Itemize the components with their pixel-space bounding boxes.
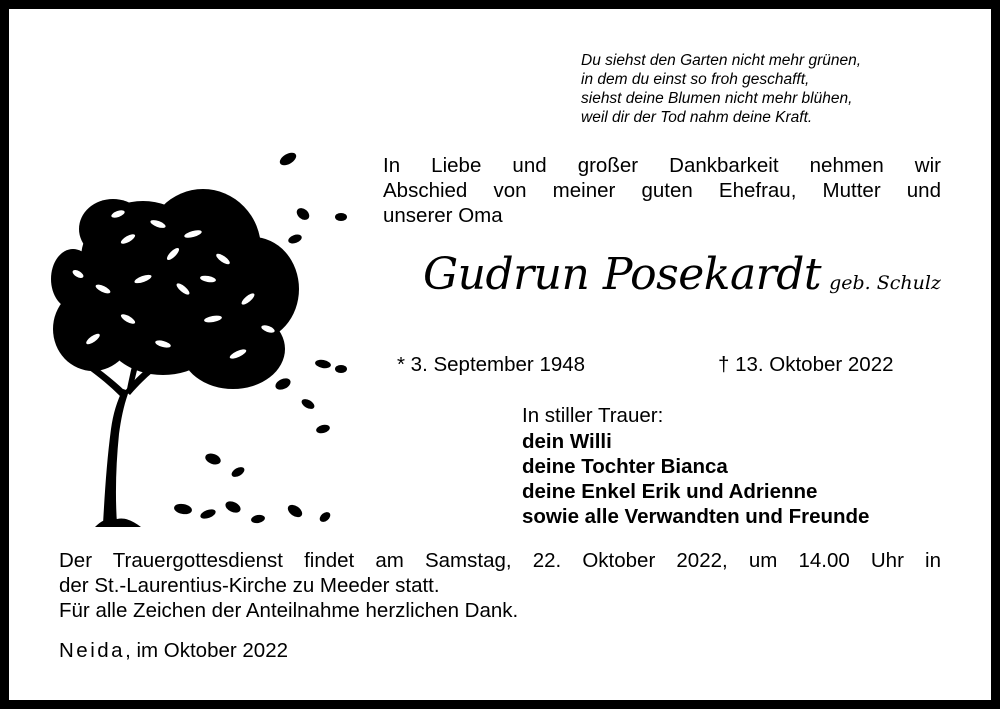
poem xyxy=(581,51,981,127)
service-line: der St.-Laurentius-Kirche zu Meeder statt. xyxy=(59,574,440,597)
tree-roots xyxy=(95,518,141,527)
intro-text xyxy=(383,153,941,228)
obituary-card xyxy=(9,9,991,700)
poem-line: siehst deine Blumen nicht mehr blühen, xyxy=(581,90,853,107)
intro-line: unserer Oma xyxy=(383,204,503,227)
service-line: Der Trauergottesdienst findet am Samstag, 22. Oktober 2022, um 14.00 Uhr in xyxy=(59,549,941,572)
deceased-name: Gudrun Posekardt xyxy=(423,249,822,300)
poem-line: weil dir der Tod nahm deine Kraft. xyxy=(581,109,813,126)
death-date: † 13. Oktober 2022 xyxy=(718,353,894,376)
service-info xyxy=(59,548,941,598)
place-date-text: , im Oktober 2022 xyxy=(125,639,289,662)
mourner-name: dein Willi xyxy=(522,430,612,453)
birth-date: * 3. September 1948 xyxy=(397,353,586,376)
mourners-list xyxy=(522,403,869,529)
intro-line: In Liebe und großer Dankbarkeit nehmen wir xyxy=(383,154,941,177)
maiden-name: geb. Schulz xyxy=(829,272,941,294)
mourners-lead: In stiller Trauer: xyxy=(522,404,664,427)
poem-line: in dem du einst so froh geschafft, xyxy=(581,71,810,88)
mourner-name: deine Tochter Bianca xyxy=(522,455,728,478)
mourner-name: sowie alle Verwandten und Freunde xyxy=(522,505,870,528)
poem-line: Du siehst den Garten nicht mehr grünen, xyxy=(581,52,862,69)
thanks-text: Für alle Zeichen der Anteilnahme herzlichen Dank. xyxy=(59,599,519,622)
mourner-name: deine Enkel Erik und Adrienne xyxy=(522,480,818,503)
tree-trunk xyxy=(103,389,129,524)
deceased-name-row xyxy=(423,249,941,300)
tree-crown xyxy=(51,189,299,389)
tree-illustration xyxy=(33,139,363,539)
place-date xyxy=(59,639,288,663)
intro-line: Abschied von meiner guten Ehefrau, Mutter und xyxy=(383,179,941,202)
place-town: Neida xyxy=(59,639,126,662)
